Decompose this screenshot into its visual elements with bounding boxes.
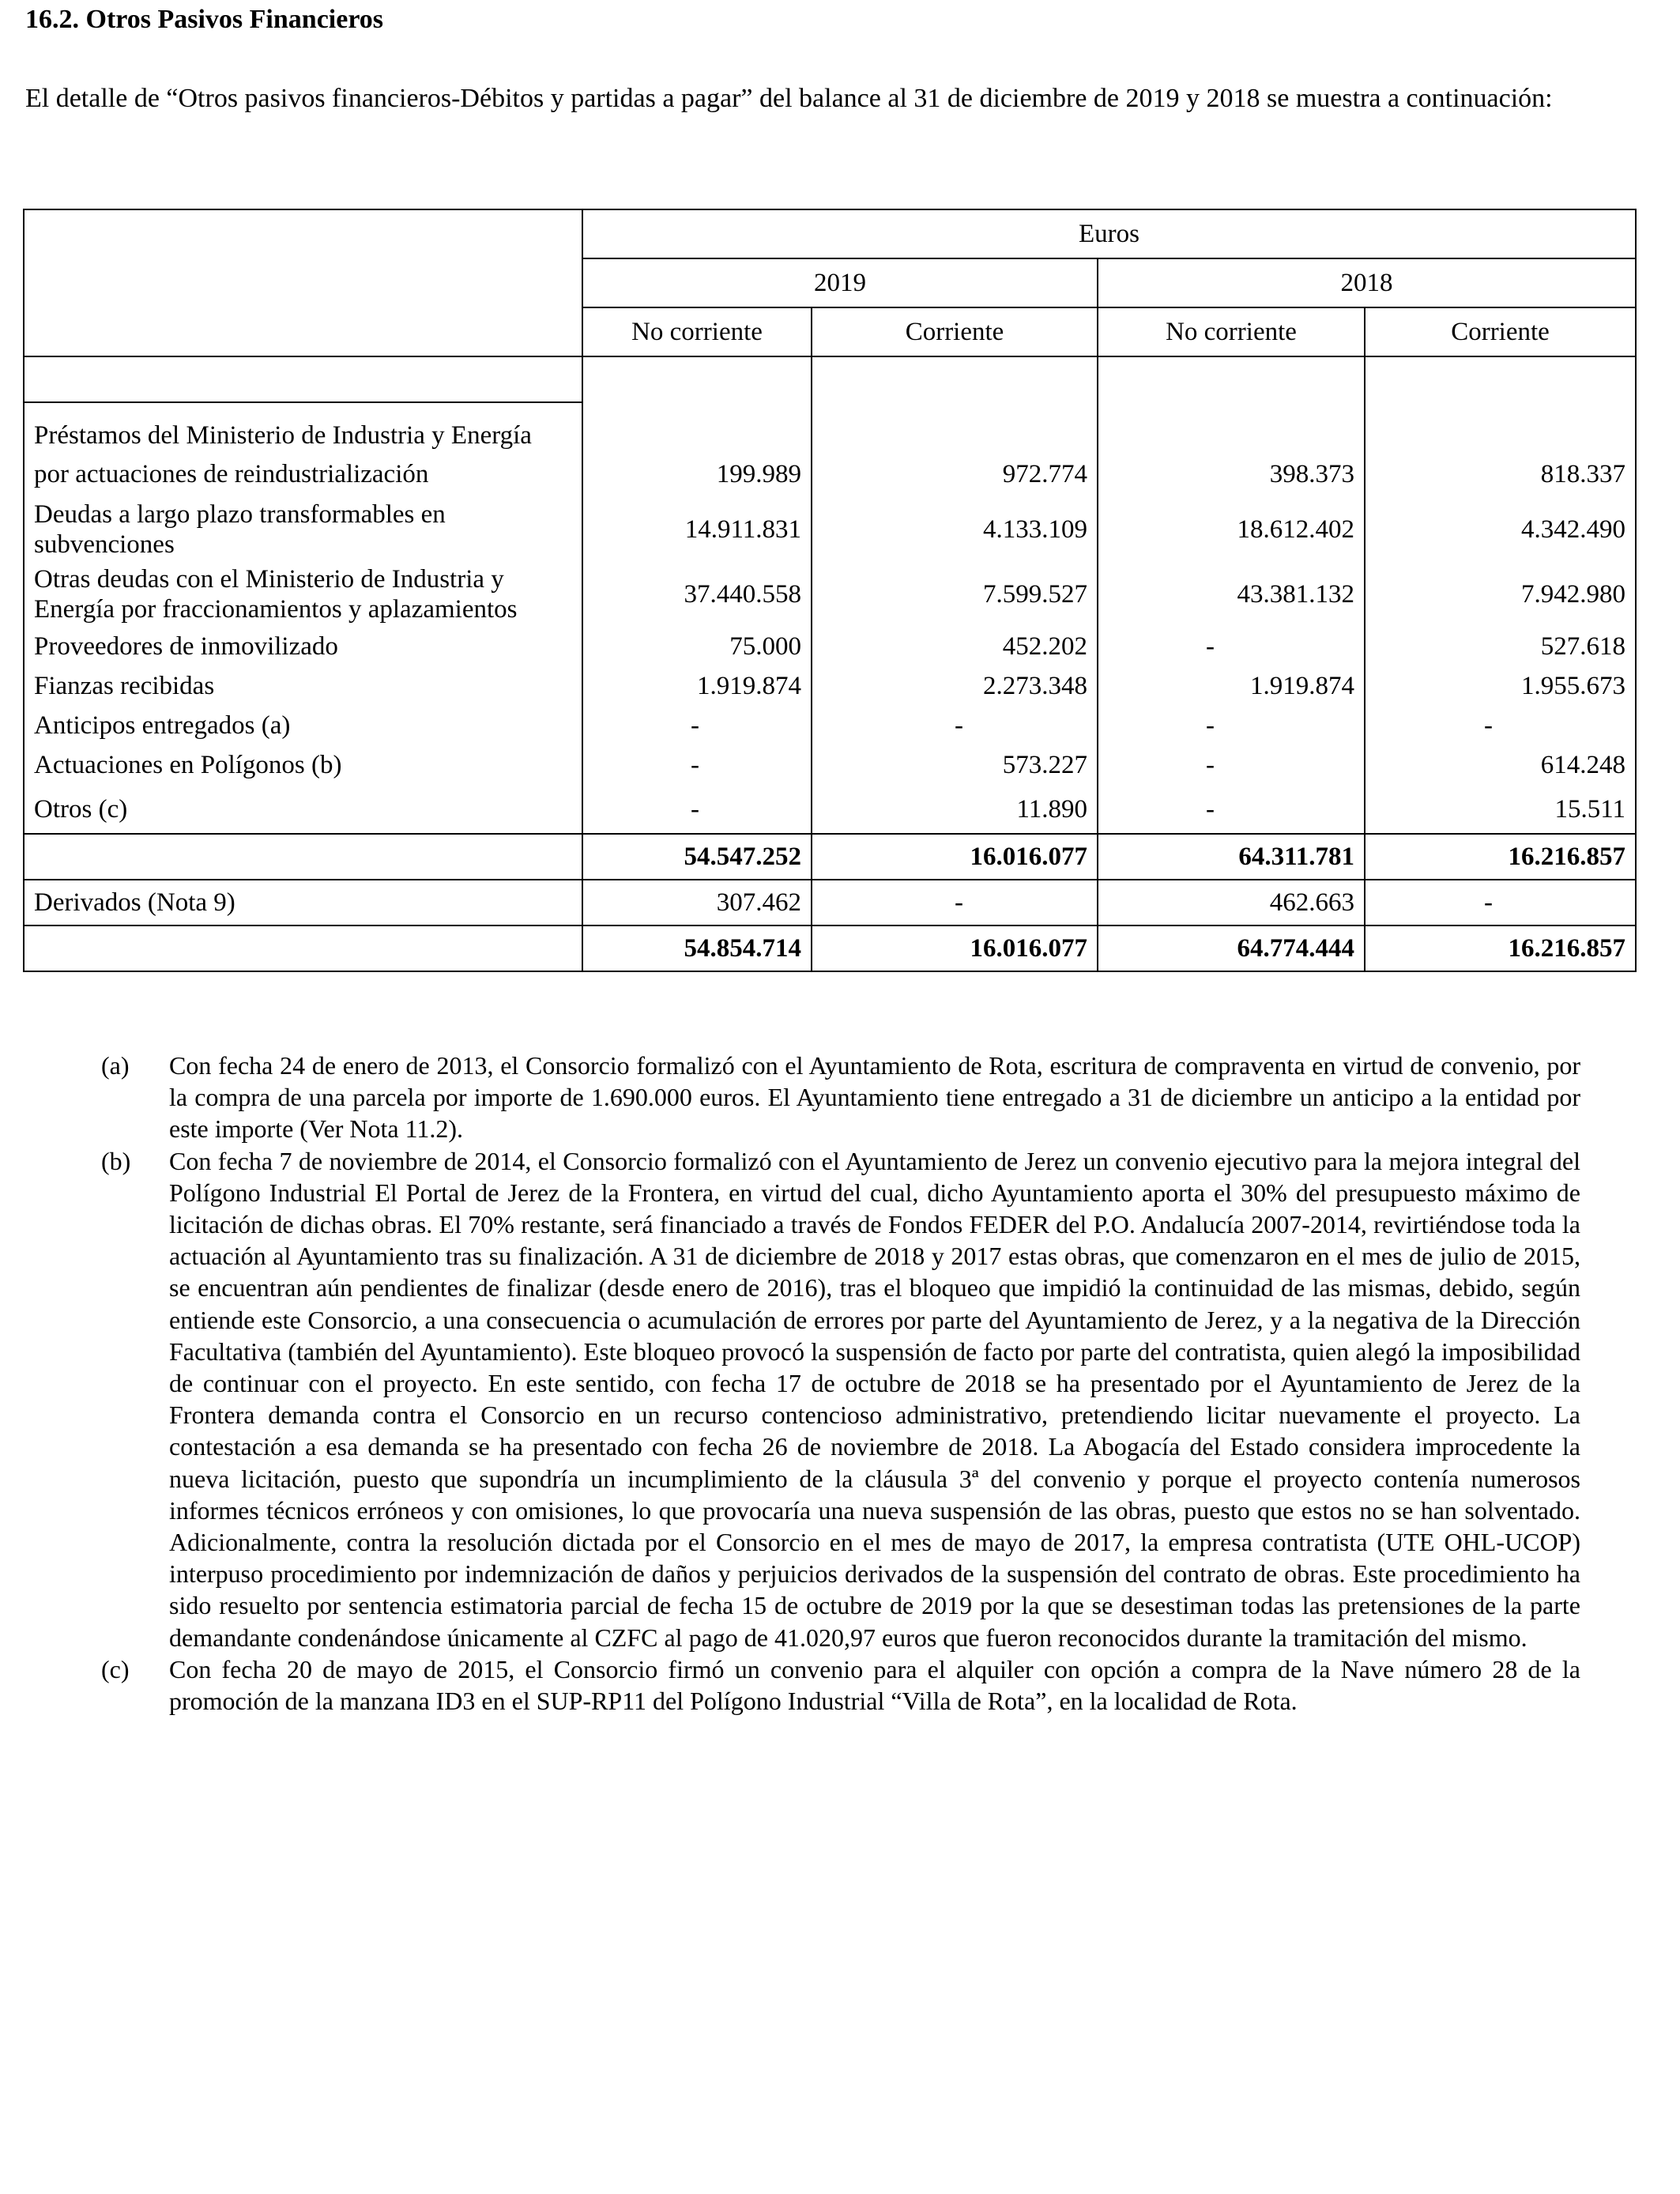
cell-value: 4.342.490 (1365, 497, 1636, 562)
footnote-mark: (a) (101, 1051, 130, 1080)
cell-value: 573.227 (812, 745, 1098, 785)
cell-value: 4.133.109 (812, 497, 1098, 562)
cell-value: - (582, 745, 812, 785)
row-label-prestamos-line2: por actuaciones de reindustrialización (24, 451, 582, 497)
cell-value: 15.511 (1365, 785, 1636, 834)
table-row (24, 627, 1636, 666)
table-row (24, 451, 1636, 497)
cell-value: 1.919.874 (582, 666, 812, 706)
cell-value: - (812, 880, 1098, 925)
year-2019-header: 2019 (582, 258, 1098, 307)
cell-value: 199.989 (582, 451, 812, 497)
cell-value: 398.373 (1098, 451, 1365, 497)
cell-value: 7.599.527 (812, 562, 1098, 627)
cell-value: 16.016.077 (812, 925, 1098, 971)
col-2019-no-corriente: No corriente (582, 307, 812, 356)
table-row (24, 785, 1636, 834)
footnote-c (25, 1653, 1582, 1717)
cell-value: 462.663 (1098, 880, 1365, 925)
cell-value: 307.462 (582, 880, 812, 925)
cell-value: - (1098, 745, 1365, 785)
row-label-derivados: Derivados (Nota 9) (24, 880, 582, 925)
footnote-mark: (c) (101, 1654, 130, 1683)
row-label-proveedores: Proveedores de inmovilizado (24, 627, 582, 666)
footnotes (25, 1050, 1582, 1717)
cell-value: - (812, 706, 1098, 745)
table-row (24, 666, 1636, 706)
cell-value: 1.955.673 (1365, 666, 1636, 706)
cell-value: 7.942.980 (1365, 562, 1636, 627)
section-title: 16.2. Otros Pasivos Financieros (25, 5, 384, 34)
cell-value: - (1098, 785, 1365, 834)
cell-value: 16.216.857 (1365, 834, 1636, 880)
total-row (24, 925, 1636, 971)
table-row (24, 745, 1636, 785)
year-2018-header: 2018 (1098, 258, 1636, 307)
col-2018-no-corriente: No corriente (1098, 307, 1365, 356)
cell-value: 64.311.781 (1098, 834, 1365, 880)
cell-value: 1.919.874 (1098, 666, 1365, 706)
cell-value: - (582, 785, 812, 834)
table-row (24, 880, 1636, 925)
footnote-text: Con fecha 7 de noviembre de 2014, el Consorcio formalizó con el Ayuntamiento de Jerez un convenio ejecutivo para la mejora integral del Polígono Industrial El Portal de Jerez de la Frontera, en virtud del cual, dicho Ayuntamiento aporta el 30% del presupuesto máximo de licitación de dichas obras. El 70% restante, será financiado a través de Fondos FEDER del P.O. Andalucía 2007-2014, revirtiéndose toda la actuación al Ayuntamiento tras su finalización. A 31 de diciembre de 2018 y 2017 estas obras, que comenzaron en el mes de julio de 2015, se encuentran aún pendientes de finalizar (desde enero de 2016), tras el bloqueo que impidió la continuidad de las mismas, debido, según entiende este Consorcio, a una consecuencia o acumulación de errores por parte del Ayuntamiento de Jerez, y a la negativa de la Dirección Facultativa (también del Ayuntamiento). Este bloqueo provocó la suspensión de facto por parte del contratista, quien alegó la imposibilidad de continuar con el proyecto. En este sentido, con fecha 17 de octubre de 2018 se ha presentado por el Ayuntamiento de Jerez de la Frontera demanda contra el Consorcio en un recurso contencioso administrativo, pretendiendo licitar nuevamente el proyecto. La contestación a esa demanda se ha presentado con fecha 26 de noviembre de 2018. La Abogacía del Estado considera improcedente la nueva licitación, puesto que supondría un incumplimiento de la cláusula 3ª del convenio y porque el proyecto contenía numerosos informes técnicos erróneos y con omisiones, lo que provocaría una nueva suspensión de las obras, puesto que estos no se han solventado. Adicionalmente, contra la resolución dictada por el Consorcio en el mes de mayo de 2017, la empresa contratista (UTE OHL-UCOP) interpuso procedimiento por indemnización de daños y perjuicios derivados de la suspensión del contrato de obras. Este procedimiento ha sido resuelto por sentencia estimatoria parcial de fecha 15 de octubre de 2019 por la que se desestiman todas las pretensiones de la parte demandante condenándose únicamente al CZFC al pago de 41.020,97 euros que fueron reconocidos durante la tramitación del mismo. (169, 1146, 1580, 1652)
cell-value: 54.854.714 (582, 925, 812, 971)
intro-paragraph: El detalle de “Otros pasivos financieros-Débitos y partidas a pagar” del balance al 31 de diciembre de 2019 y 2018 se muestra a continuación: (25, 84, 1553, 113)
col-2018-corriente: Corriente (1365, 307, 1636, 356)
cell-value: 527.618 (1365, 627, 1636, 666)
row-label-prestamos-line1: Préstamos del Ministerio de Industria y Energía (24, 402, 582, 451)
cell-value: 16.216.857 (1365, 925, 1636, 971)
cell-value: 11.890 (812, 785, 1098, 834)
row-label-anticipos: Anticipos entregados (a) (24, 706, 582, 745)
table-row (24, 497, 1636, 562)
col-2019-corriente: Corriente (812, 307, 1098, 356)
financial-liabilities-table (23, 209, 1637, 972)
row-label-otros: Otros (c) (24, 785, 582, 834)
cell-value: 18.612.402 (1098, 497, 1365, 562)
footnote-text: Con fecha 20 de mayo de 2015, el Consorcio firmó un convenio para el alquiler con opción a compra de la Nave número 28 de la promoción de la manzana ID3 en el SUP-RP11 del Polígono Industrial “Villa de Rota”, en la localidad de Rota. (169, 1654, 1580, 1716)
label-spacer-box (24, 356, 582, 402)
row-label-actuaciones: Actuaciones en Polígonos (b) (24, 745, 582, 785)
footnote-text: Con fecha 24 de enero de 2013, el Consorcio formalizó con el Ayuntamiento de Rota, escritura de compraventa en virtud de convenio, por la compra de una parcela por importe de 1.690.000 euros. El Ayuntamiento tiene entregado a 31 de diciembre un anticipo a la entidad por este importe (Ver Nota 11.2). (169, 1051, 1580, 1144)
footnote-mark: (b) (101, 1146, 131, 1175)
header-blank-cell (24, 209, 582, 356)
cell-value: 972.774 (812, 451, 1098, 497)
cell-value: 2.273.348 (812, 666, 1098, 706)
cell-value: 37.440.558 (582, 562, 812, 627)
row-label-fianzas: Fianzas recibidas (24, 666, 582, 706)
subtotal-row (24, 834, 1636, 880)
cell-value: 75.000 (582, 627, 812, 666)
cell-value: 43.381.132 (1098, 562, 1365, 627)
footnote-a (25, 1050, 1582, 1145)
row-label-otras-deudas: Otras deudas con el Ministerio de Industria y Energía por fraccionamientos y aplazamientos (24, 562, 582, 627)
footnote-b (25, 1145, 1582, 1653)
cell-value: 614.248 (1365, 745, 1636, 785)
currency-header: Euros (582, 209, 1636, 258)
cell-value: 54.547.252 (582, 834, 812, 880)
cell-value: 14.911.831 (582, 497, 812, 562)
cell-value: - (582, 706, 812, 745)
table-row (24, 562, 1636, 627)
row-label-deudas-lp: Deudas a largo plazo transformables en subvenciones (24, 497, 582, 562)
table-row (24, 706, 1636, 745)
cell-value: 16.016.077 (812, 834, 1098, 880)
cell-value: 64.774.444 (1098, 925, 1365, 971)
cell-value: - (1365, 706, 1636, 745)
cell-value: 452.202 (812, 627, 1098, 666)
cell-value: - (1098, 706, 1365, 745)
cell-value: - (1365, 880, 1636, 925)
cell-value: 818.337 (1365, 451, 1636, 497)
cell-value: - (1098, 627, 1365, 666)
